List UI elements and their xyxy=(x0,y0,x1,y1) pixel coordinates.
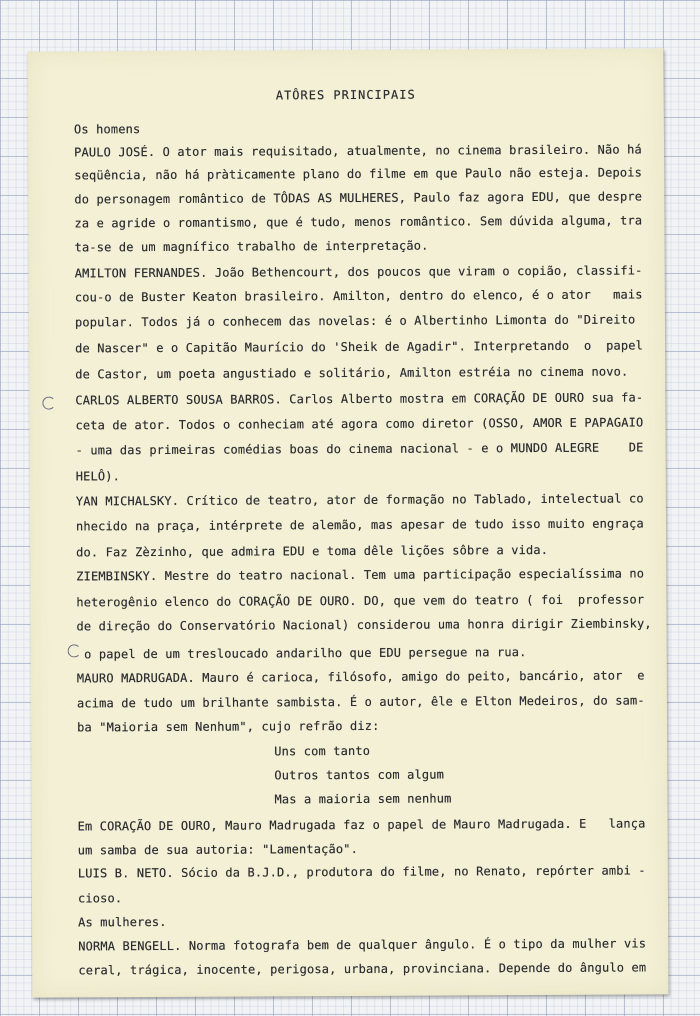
text-line: MAURO MADRUGADA. Mauro é carioca, filósofo, amigo do peito, bancário, ator e xyxy=(76,668,645,686)
text-line: NORMA BENGELL. Norma fotografa bem de qualquer ângulo. É o tipo da mulher vis xyxy=(78,936,647,954)
text-line: seqüência, não há pràticamente plano do filme em que Paulo não esteja. Depois xyxy=(74,165,643,183)
text-line: za e agride o romantismo, que é tudo, menos romântico. Sem dúvida alguma, tra xyxy=(74,213,643,231)
text-line: popular. Todos já o conhecem das novelas: é o Albertinho Limonta do "Direito xyxy=(74,312,636,330)
text-line: heterogênio elenco do CORAÇÃO DE OURO. DO, que vem do teatro ( foi professor xyxy=(76,592,645,610)
text-line: de direção do Conservatório Nacional) considerou uma honra dirigir Ziembinsky, xyxy=(76,616,652,634)
text-line: Outros tantos com algum xyxy=(274,767,444,783)
text-line: de Castor, um poeta angustiado e solitário, Amilton estréia no cinema novo. xyxy=(75,364,629,382)
text-line: ba "Maioria sem Nenhum", cujo refrão diz: xyxy=(77,718,380,735)
typewritten-page xyxy=(28,48,669,997)
text-line: cioso. xyxy=(77,891,123,906)
text-line: - uma das primeiras comédias boas do cinema nacional - e o MUNDO ALEGRE DE xyxy=(75,440,644,458)
text-line: o papel de um tresloucado andarilho que EDU persegue na rua. xyxy=(76,645,527,662)
binder-hole-mark xyxy=(68,644,81,657)
text-line: PAULO JOSÉ. O ator mais requisitado, atualmente, no cinema brasileiro. Não há xyxy=(74,142,642,160)
text-line: AMILTON FERNANDES. João Bethencourt, dos poucos que viram o copião, classifi- xyxy=(74,263,643,281)
text-line: um samba de sua autoria: "Lamentação". xyxy=(77,841,358,858)
text-line: YAN MICHALSKY. Crítico de teatro, ator de formação no Tablado, intelectual co xyxy=(75,491,644,509)
text-line: acima de tudo um brilhante sambista. É o autor, êle e Elton Medeiros, do sam- xyxy=(76,693,645,711)
text-line: CARLOS ALBERTO SOUSA BARROS. Carlos Alberto mostra em CORAÇÃO DE OURO sua fa- xyxy=(75,390,644,408)
text-line: de Nascer" e o Capitão Maurício do 'Sheik de Agadir". Interpretando o papel xyxy=(75,338,643,356)
text-line: Em CORAÇÃO DE OURO, Mauro Madrugada faz o papel de Mauro Madrugada. E lança xyxy=(77,816,646,834)
text-line: ceral, trágica, inocente, perigosa, urbana, provinciana. Depende do ângulo em xyxy=(78,960,647,978)
page-title: ATÔRES PRINCIPAIS xyxy=(275,87,416,103)
text-line: As mulheres. xyxy=(78,914,167,930)
text-line: Os homens xyxy=(73,122,141,137)
text-line: ta-se de um magnífico trabalho de interpretação. xyxy=(74,238,429,255)
text-line: do. Faz Zèzinho, que admira EDU e toma dêle lições sôbre a vida. xyxy=(76,542,549,560)
binder-hole-mark xyxy=(42,397,55,410)
text-line: LUIS B. NETO. Sócio da B.J.D., produtora do filme, no Renato, repórter ambi - xyxy=(77,863,646,881)
text-line: HELÔ). xyxy=(75,469,121,484)
text-line: Mas a maioria sem nenhum xyxy=(274,791,452,807)
text-line: ceta de ator. Todos o conheciam até agora como diretor (OSSO, AMOR E PAPAGAIO xyxy=(75,415,644,433)
text-line: do personagem romântico de TÔDAS AS MULHERES, Paulo faz agora EDU, que despre xyxy=(74,189,643,207)
text-line: Uns com tanto xyxy=(274,743,371,759)
text-line: cou-o de Buster Keaton brasileiro. Amilton, dentro do elenco, é o ator mais xyxy=(74,287,643,305)
text-line: nhecido na praça, intérprete de alemão, mas apesar de tudo isso muito engraça xyxy=(75,516,644,534)
text-line: ZIEMBINSKY. Mestre do teatro nacional. Tem uma participação especialíssima no xyxy=(76,566,645,584)
